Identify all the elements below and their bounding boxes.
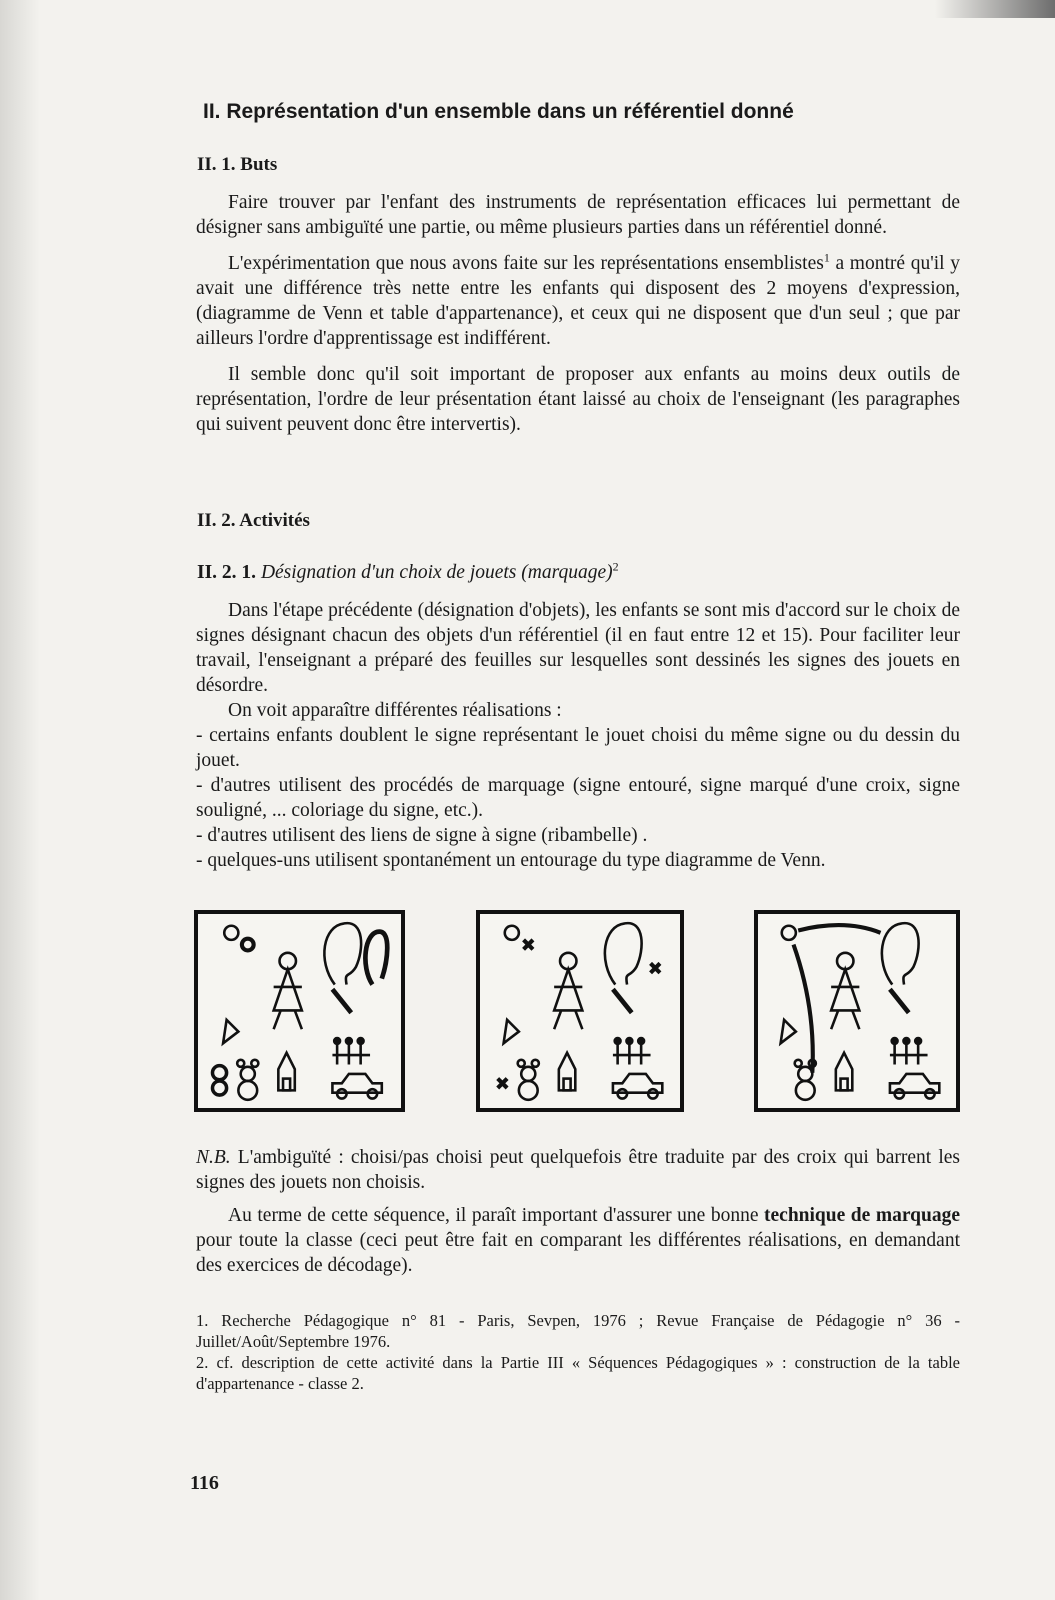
section-title: II. Représentation d'un ensemble dans un référentiel donné	[203, 100, 794, 123]
text: pour toute la classe (ceci peut être fait en comparant les différentes réalisations, en demandant des exercices de décodage).	[196, 1230, 960, 1276]
list-item: - quelques-uns utilisent spontanément un entourage du type diagramme de Venn.	[196, 850, 826, 871]
nb-text: L'ambiguïté : choisi/pas choisi peut quelquefois être traduite par des croix qui barrent les signes des jouets non choisis.	[196, 1147, 960, 1193]
heading-activites: II. 2. Activités	[197, 510, 310, 531]
page-scan-shadow	[935, 0, 1055, 18]
figure-venn	[754, 910, 960, 1112]
nb-label: N.B.	[196, 1147, 231, 1168]
footnote-2: 2. cf. description de cette activité dans la Partie III « Séquences Pédagogiques » : construction de la table d'appartenance - classe 2.	[196, 1353, 960, 1393]
text: Au terme de cette séquence, il paraît important d'assurer une bonne	[228, 1205, 765, 1226]
nb-note	[196, 1145, 960, 1195]
text: L'expérimentation que nous avons faite sur les représentations ensemblistes	[228, 253, 824, 274]
conclusion	[196, 1203, 960, 1278]
paragraph: Dans l'étape précédente (désignation d'objets), les enfants se sont mis d'accord sur le choix de signes désignant chacun des objets d'un référentiel (il en faut entre 12 et 15). Pour faciliter leur travail, l'enseignant a préparé des feuilles sur lesquelles sont dessinés les signes des jouets en désordre.	[196, 600, 960, 696]
list-item: - d'autres utilisent des liens de signe à signe (ribambelle) .	[196, 825, 648, 846]
text: a montré qu'il y avait une différence très nette entre les enfants qui disposent des 2 moyens d'expression, (diagramme de Venn et table d'appartenance), et ceux qui ne disposent que d'un seul ; que par ailleurs l'ordre d'apprentissage est indifférent.	[196, 253, 960, 349]
paragraph: Faire trouver par l'enfant des instruments de représentation efficaces lui permettant de désigner sans ambiguïté une partie, ou même plusieurs parties dans un référentiel donné.	[196, 192, 960, 238]
page-number: 116	[190, 1472, 219, 1494]
footnote-ref: 1	[823, 250, 830, 265]
emphasis: technique de marquage	[764, 1205, 960, 1226]
paragraph: Il semble donc qu'il soit important de proposer aux enfants au moins deux outils de représentation, l'ordre de leur présentation étant laissé au choix de l'enseignant (les paragraphes qui suivent peuvent donc être intervertis).	[196, 364, 960, 435]
heading-buts: II. 1. Buts	[197, 154, 278, 175]
paragraph: On voit apparaître différentes réalisations :	[228, 700, 562, 721]
list-item: - d'autres utilisent des procédés de marquage (signe entouré, signe marqué d'une croix, signe souligné, ... coloriage du signe, etc.).	[196, 775, 960, 821]
figure-doubling	[194, 910, 405, 1112]
page-scan-edge	[0, 0, 40, 1600]
heading-title: Désignation d'un choix de jouets (marquage)	[260, 562, 613, 583]
heading-number: II. 2. 1.	[197, 562, 261, 583]
list-item: - certains enfants doublent le signe représentant le jouet choisi du même signe ou du dessin du jouet.	[196, 725, 960, 771]
activites-body	[196, 598, 960, 873]
footnote-ref: 2	[612, 559, 619, 574]
footnote-1: 1. Recherche Pédagogique n° 81 - Paris, Sevpen, 1976 ; Revue Française de Pédagogie n° 36 - Juillet/Août/Septembre 1976.	[196, 1311, 960, 1351]
buts-body	[196, 190, 960, 437]
footnotes	[196, 1310, 960, 1394]
heading-2-2-1	[197, 559, 619, 584]
figure-crosses	[476, 910, 684, 1112]
paragraph	[196, 251, 960, 351]
